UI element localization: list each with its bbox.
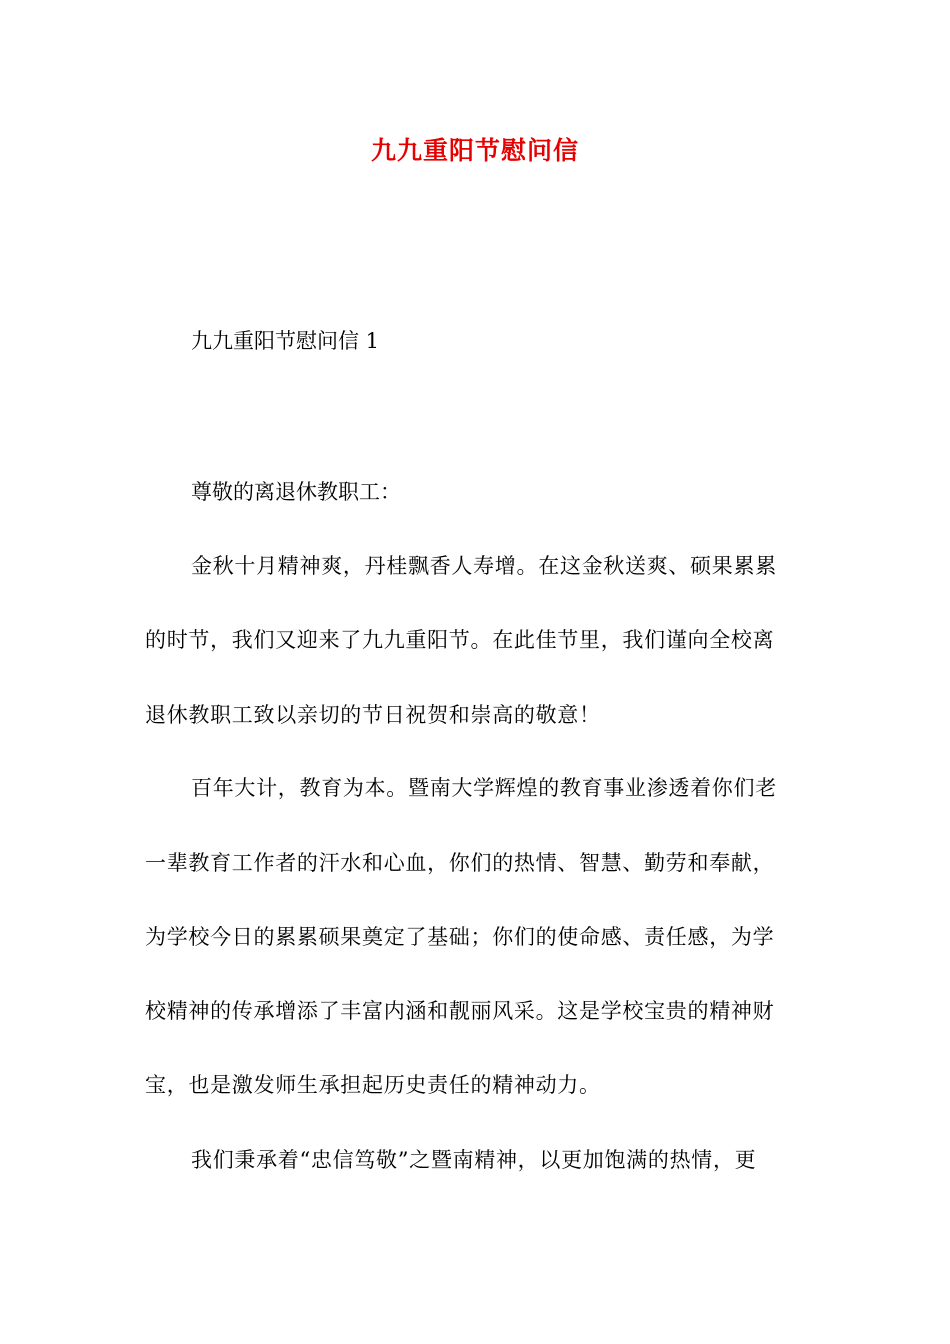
paragraph-2-line-2: 一辈教育工作者的汗水和心血，你们的热情、智慧、勤劳和奉献， (145, 851, 775, 875)
paragraph-2-line-5: 宝，也是激发师生承担起历史责任的精神动力。 (145, 1073, 601, 1097)
document-title: 九九重阳节慰问信 (370, 136, 579, 165)
paragraph-1-line-1: 金秋十月精神爽，丹桂飘香人寿增。在这金秋送爽、硕果累累 (191, 554, 777, 578)
salutation: 尊敬的离退休教职工： (191, 480, 401, 504)
paragraph-2-line-3: 为学校今日的累累硕果奠定了基础；你们的使命感、责任感，为学 (145, 925, 775, 949)
paragraph-2-line-1: 百年大计，教育为本。暨南大学辉煌的教育事业渗透着你们老 (191, 776, 777, 800)
paragraph-3-line-1: 我们秉承着“忠信笃敬”之暨南精神，以更加饱满的热情，更 (191, 1148, 757, 1172)
paragraph-1-line-2: 的时节，我们又迎来了九九重阳节。在此佳节里，我们谨向全校离 (145, 628, 775, 652)
paragraph-2-line-4: 校精神的传承增添了丰富内涵和靓丽风采。这是学校宝贵的精神财 (145, 999, 775, 1023)
paragraph-1-line-3: 退休教职工致以亲切的节日祝贺和崇高的敬意！ (145, 703, 601, 727)
section-heading: 九九重阳节慰问信 1 (191, 329, 380, 353)
